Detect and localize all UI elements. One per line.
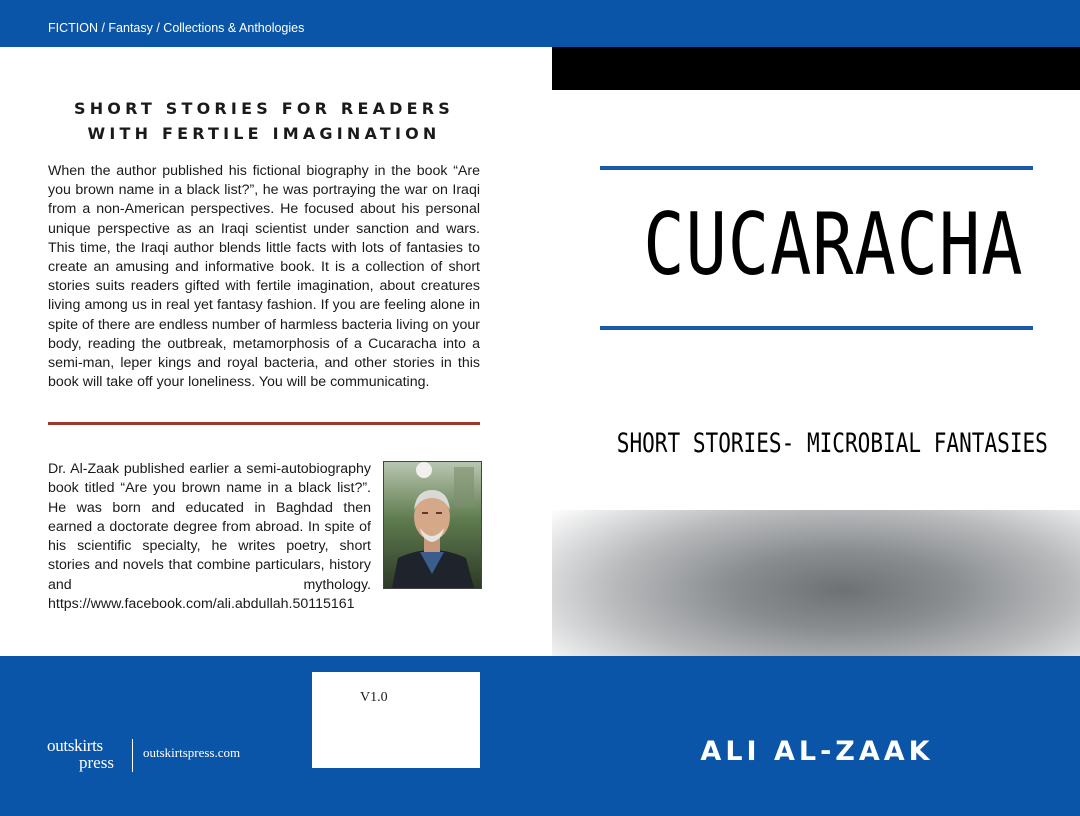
- title-rule-top: [600, 166, 1033, 170]
- author-photo: [383, 461, 482, 589]
- author-portrait-icon: [384, 462, 481, 588]
- book-title: CUCARACHA: [643, 195, 1024, 295]
- back-cover-blurb: When the author published his fictional biography in the book “Are you brown name in a black list?”, he was portraying the war on Iraqi from a non-American perspectives. He focused about his personal unique perspective as an Iraqi scientist under sanction and wars. This time, the Iraqi author blends little facts with lots of fantasies to create an amusing and informative book. It is a collection of short stories suits readers gifted with fertile imagination, about creatures living among us in real yet fantasy fashion. If you are feeling alone in spite of there are endless number of harmless bacteria living on your body, reading the outbreak, metamorphosis of a Cucaracha into a semi-man, leper kings and royal bacteria, and other stories in this book will take off your loneliness. You will be communicating.: [48, 163, 480, 391]
- publisher-logo-line1: outskirts: [47, 736, 103, 755]
- barcode-box: [312, 672, 480, 768]
- title-rule-bottom: [600, 326, 1033, 330]
- publisher-logo: [47, 737, 114, 772]
- publisher-url: outskirtspress.com: [143, 745, 241, 760]
- author-name: ALI AL-ZAAK: [700, 736, 934, 767]
- divider-red: [48, 422, 480, 425]
- category-text: FICTION / Fantasy / Collections & Anthologies: [48, 21, 305, 35]
- version-label: V1.0: [360, 690, 388, 705]
- black-bar: [552, 47, 1080, 90]
- publisher-separator: [132, 739, 133, 772]
- publisher-logo-line2: press: [79, 753, 114, 772]
- author-bio: Dr. Al-Zaak published earlier a semi-autobiography book titled “Are you brown name in a black list?”. He was born and educated in Baghdad then earned a doctorate degree from abroad. In spite of his scientific specialty, he writes poetry, short stories and novels that combine particulars, history and mythology. https://www.facebook.com/ali.abdullah.50115161: [48, 461, 371, 613]
- back-cover-headline: SHORT STORIES FOR READERS WITH FERTILE IMAGINATION: [73, 99, 455, 143]
- gradient-band: [552, 510, 1080, 656]
- book-subtitle: SHORT STORIES- MICROBIAL FANTASIES: [616, 428, 1048, 459]
